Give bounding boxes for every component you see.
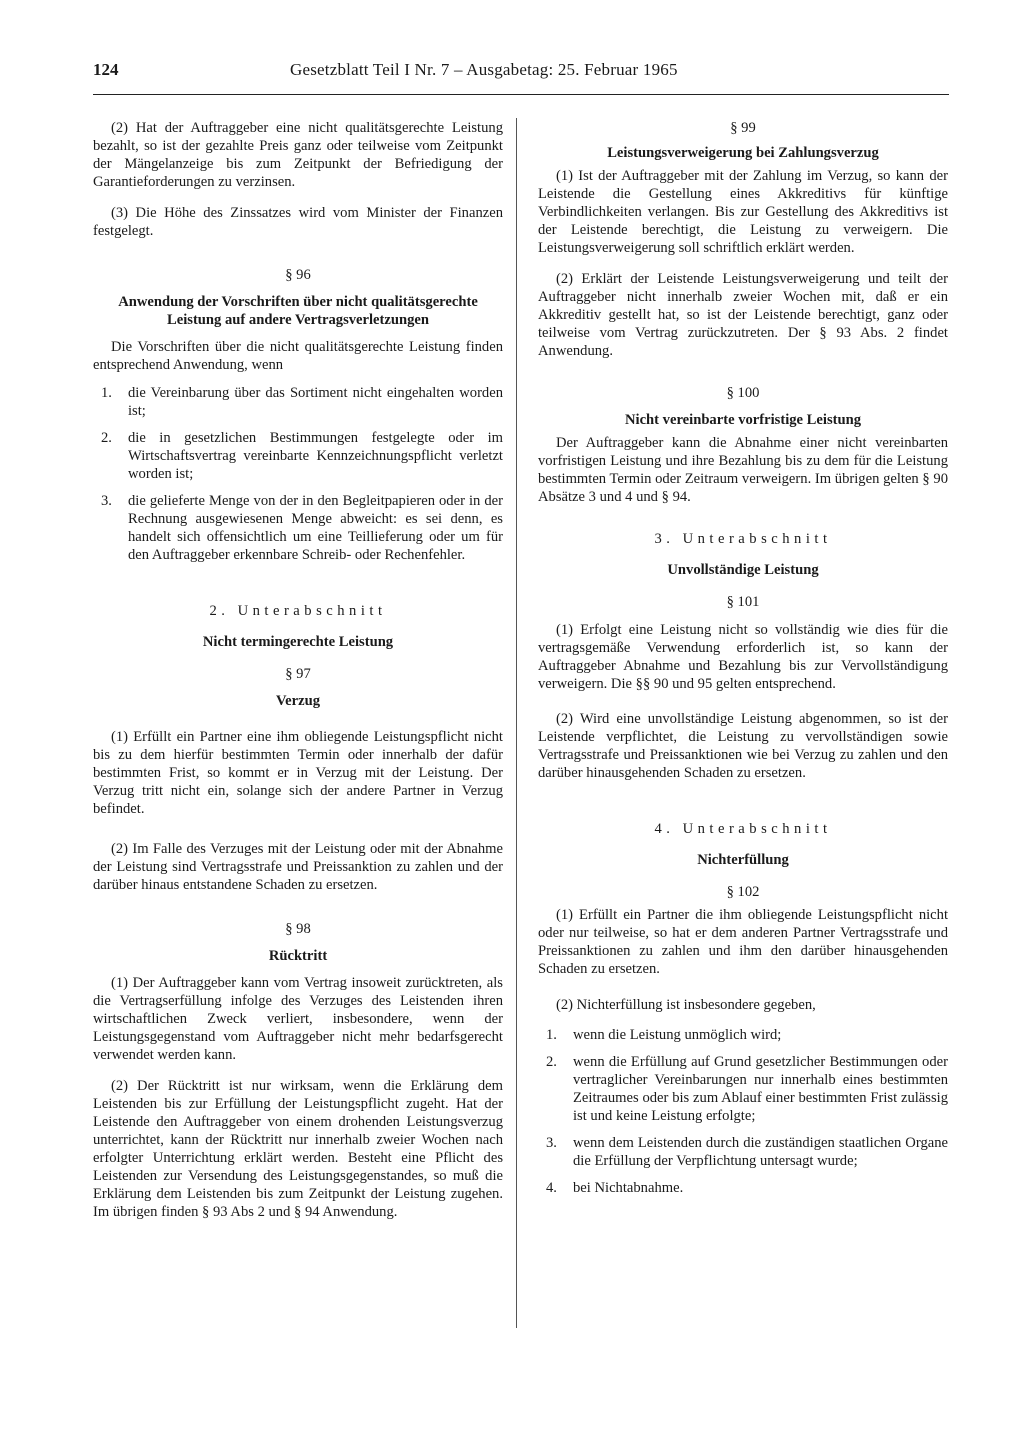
section-99-title: Leistungsverweigerung bei Zahlungsverzug: [607, 145, 879, 161]
section-98-number: § 98: [285, 921, 311, 937]
page-number: 124: [93, 60, 119, 79]
subsection-2-heading: 2. Unterabschnitt: [209, 603, 387, 619]
paragraph-98-1: (1) Der Auftraggeber kann vom Vertrag insoweit zurücktreten, als die Vertragserfüllung infolge des Verzuges des Leistenden ihren wirtschaftlichen Zweck verliert, insbesondere, wenn der Leistungsgegenstand vom Auftraggeber nicht mehr bedarfsgerecht verwendet werden kann.: [93, 975, 503, 1063]
list-item: [93, 384, 503, 420]
list-item-text: bei Nichtabnahme.: [573, 1180, 684, 1196]
section-97-number: § 97: [285, 666, 311, 682]
list-item: [93, 429, 503, 483]
paragraph-97-2: (2) Im Falle des Verzuges mit der Leistung oder mit der Abnahme der Leistung sind Vertragsstrafe und Preissanktion zu zahlen und der darüber hinaus entstandene Schaden zu ersetzen.: [93, 841, 503, 893]
section-96-intro: Die Vorschriften über die nicht qualitätsgerechte Leistung finden entsprechend Anwendung, wenn: [93, 339, 503, 373]
column-divider: [516, 118, 517, 1328]
list-item-number: 4.: [546, 1180, 557, 1196]
list-item-number: 1.: [101, 385, 112, 401]
section-97-title: Verzug: [275, 693, 321, 709]
paragraph-95-2: (2) Hat der Auftraggeber eine nicht qualitätsgerechte Leistung bezahlt, so ist der gezahlte Preis ganz oder teilweise vom Zeitpunkt der Mängelanzeige bis zum Zeitpunkt der Befriedigung der Garantieforderungen zu verzinsen.: [93, 120, 503, 190]
list-item: [538, 1134, 948, 1170]
section-98-title: Rücktritt: [268, 948, 328, 964]
section-96-number: § 96: [285, 267, 311, 283]
list-item-number: 3.: [546, 1135, 557, 1151]
list-item-text: die Vereinbarung über das Sortiment nicht eingehalten worden ist;: [128, 385, 503, 419]
section-99-number: § 99: [730, 120, 756, 136]
list-item: [538, 1026, 948, 1044]
list-item-number: 1.: [546, 1027, 557, 1043]
subsection-2-title: Nicht termingerechte Leistung: [202, 634, 394, 650]
paragraph-102-2: (2) Nichterfüllung ist insbesondere gegeben,: [556, 997, 816, 1013]
paragraph-95-3: (3) Die Höhe des Zinssatzes wird vom Minister der Finanzen festgelegt.: [93, 205, 503, 239]
subsection-4-heading: 4. Unterabschnitt: [654, 821, 832, 837]
left-column: [93, 119, 503, 1221]
section-96-title: Anwendung der Vorschriften über nicht qualitätsgerechte Leistung auf andere Vertragsverletzungen: [118, 294, 478, 328]
list-item: [538, 1053, 948, 1125]
list-item-number: 3.: [101, 493, 112, 509]
list-item-text: wenn die Erfüllung auf Grund gesetzlicher Bestimmungen oder vertraglicher Vereinbarungen nur innerhalb eines bestimmten Zeitraumes oder bis zum Ablauf einer bestimmten Frist zulässig ist und keine Leistung erfolgte;: [573, 1054, 948, 1124]
section-102-number: § 102: [726, 884, 760, 900]
paragraph-97-1: (1) Erfüllt ein Partner eine ihm obliegende Leistungspflicht nicht bis zu dem hierfür bestimmten Termin oder innerhalb der dafür bestimmten Frist, so kommt er in Verzug mit der Leistung. Der Verzug tritt nicht ein, solange sich der andere Partner in Verzug befindet.: [93, 729, 503, 817]
section-102-list: [538, 1026, 948, 1197]
paragraph-99-1: (1) Ist der Auftraggeber mit der Zahlung im Verzug, so kann der Leistende die Gestellung eines Akkreditivs für künftige Verbindlichkeiten verlangen. Bis zur Gestellung des Akkreditivs ist der Leistende berechtigt, die Leistung zu verweigern. Die Leistungsverweigerung soll schriftlich erklärt werden.: [538, 168, 948, 256]
section-100-title: Nicht vereinbarte vorfristige Leistung: [624, 412, 862, 428]
section-100-number: § 100: [726, 385, 760, 401]
list-item-number: 2.: [101, 430, 112, 446]
gazette-title: Gesetzblatt Teil I Nr. 7 – Ausgabetag: 25. Februar 1965: [290, 60, 678, 79]
paragraph-99-2: (2) Erklärt der Leistende Leistungsverweigerung und teilt der Auftraggeber nicht innerhalb zweier Wochen mit, daß er ein Akkreditiv gestellt hat, so ist der Leistende berechtigt, ganz oder teilweise vom Vertrag zurückzutreten. Der § 93 Abs. 2 findet Anwendung.: [538, 271, 948, 359]
list-item-number: 2.: [546, 1054, 557, 1070]
paragraph-101-2: (2) Wird eine unvollständige Leistung abgenommen, so ist der Leistende verpflichtet, die Leistung zu vervollständigen sowie Vertragsstrafe und Preissanktionen wie bei Verzug zu zahlen und den darüber hinausgehenden Schaden zu ersetzen.: [538, 711, 948, 781]
list-item-text: wenn die Leistung unmöglich wird;: [573, 1027, 782, 1043]
paragraph-102-1: (1) Erfüllt ein Partner die ihm obliegende Leistungspflicht nicht oder nur teilweise, so hat er dem anderen Partner Vertragsstrafe und Preissanktionen zu zahlen und ihm den darüber hinausgehenden Schaden zu ersetzen.: [538, 907, 948, 977]
list-item-text: die gelieferte Menge von der in den Begleitpapieren oder in der Rechnung ausgewiesenen Menge abweicht: es sei denn, es handelt sich offensichtlich um eine Teillieferung oder um für den Auftraggeber erkennbare Schreib- oder Rechenfehler.: [128, 493, 503, 563]
paragraph-100: Der Auftraggeber kann die Abnahme einer nicht vereinbarten vorfristigen Leistung und ihre Bezahlung bis zu dem für die Leistung bestimmten Termin oder Zeitraum verweigern. Im übrigen gelten § 90 Absätze 3 und 4 und § 94.: [538, 435, 948, 505]
list-item: [93, 492, 503, 564]
paragraph-98-2: (2) Der Rücktritt ist nur wirksam, wenn die Erklärung dem Leistenden bis zur Erfüllung der Leistungspflicht zugeht. Hat der Leistende den Auftraggeber von einem drohenden Leistungsverzug unterrichtet, kann der Rücktritt nur innerhalb zweier Wochen nach erfolgter Unterrichtung erklärt werden. Besteht eine Pflicht des Leistenden zur Versendung des Leistungsgegenstandes, so muß die Erklärung dem Leistenden bis zum Zeitpunkt der Leistung zugehen. Im übrigen finden § 93 Abs 2 und § 94 Anwendung.: [93, 1078, 503, 1220]
right-column: [538, 119, 948, 1206]
subsection-3-title: Unvollständige Leistung: [667, 562, 819, 578]
list-item: [538, 1179, 948, 1197]
subsection-3-heading: 3. Unterabschnitt: [654, 531, 832, 547]
page-header: [93, 60, 949, 95]
paragraph-101-1: (1) Erfolgt eine Leistung nicht so vollständig wie dies für die vertragsgemäße Verwendung erforderlich ist, so kann der Auftraggeber Abnahme und Bezahlung bis zur Vervollständigung verweigern. Die §§ 90 und 95 gelten entsprechend.: [538, 622, 948, 692]
subsection-4-title: Nichterfüllung: [697, 852, 789, 868]
section-101-number: § 101: [726, 594, 760, 610]
list-item-text: wenn dem Leistenden durch die zuständigen staatlichen Organe die Erfüllung der Verpflichtung untersagt wurde;: [573, 1135, 948, 1169]
section-96-list: [93, 384, 503, 564]
list-item-text: die in gesetzlichen Bestimmungen festgelegte oder im Wirtschaftsvertrag vereinbarte Kennzeichnungspflicht verletzt worden ist;: [128, 430, 503, 482]
